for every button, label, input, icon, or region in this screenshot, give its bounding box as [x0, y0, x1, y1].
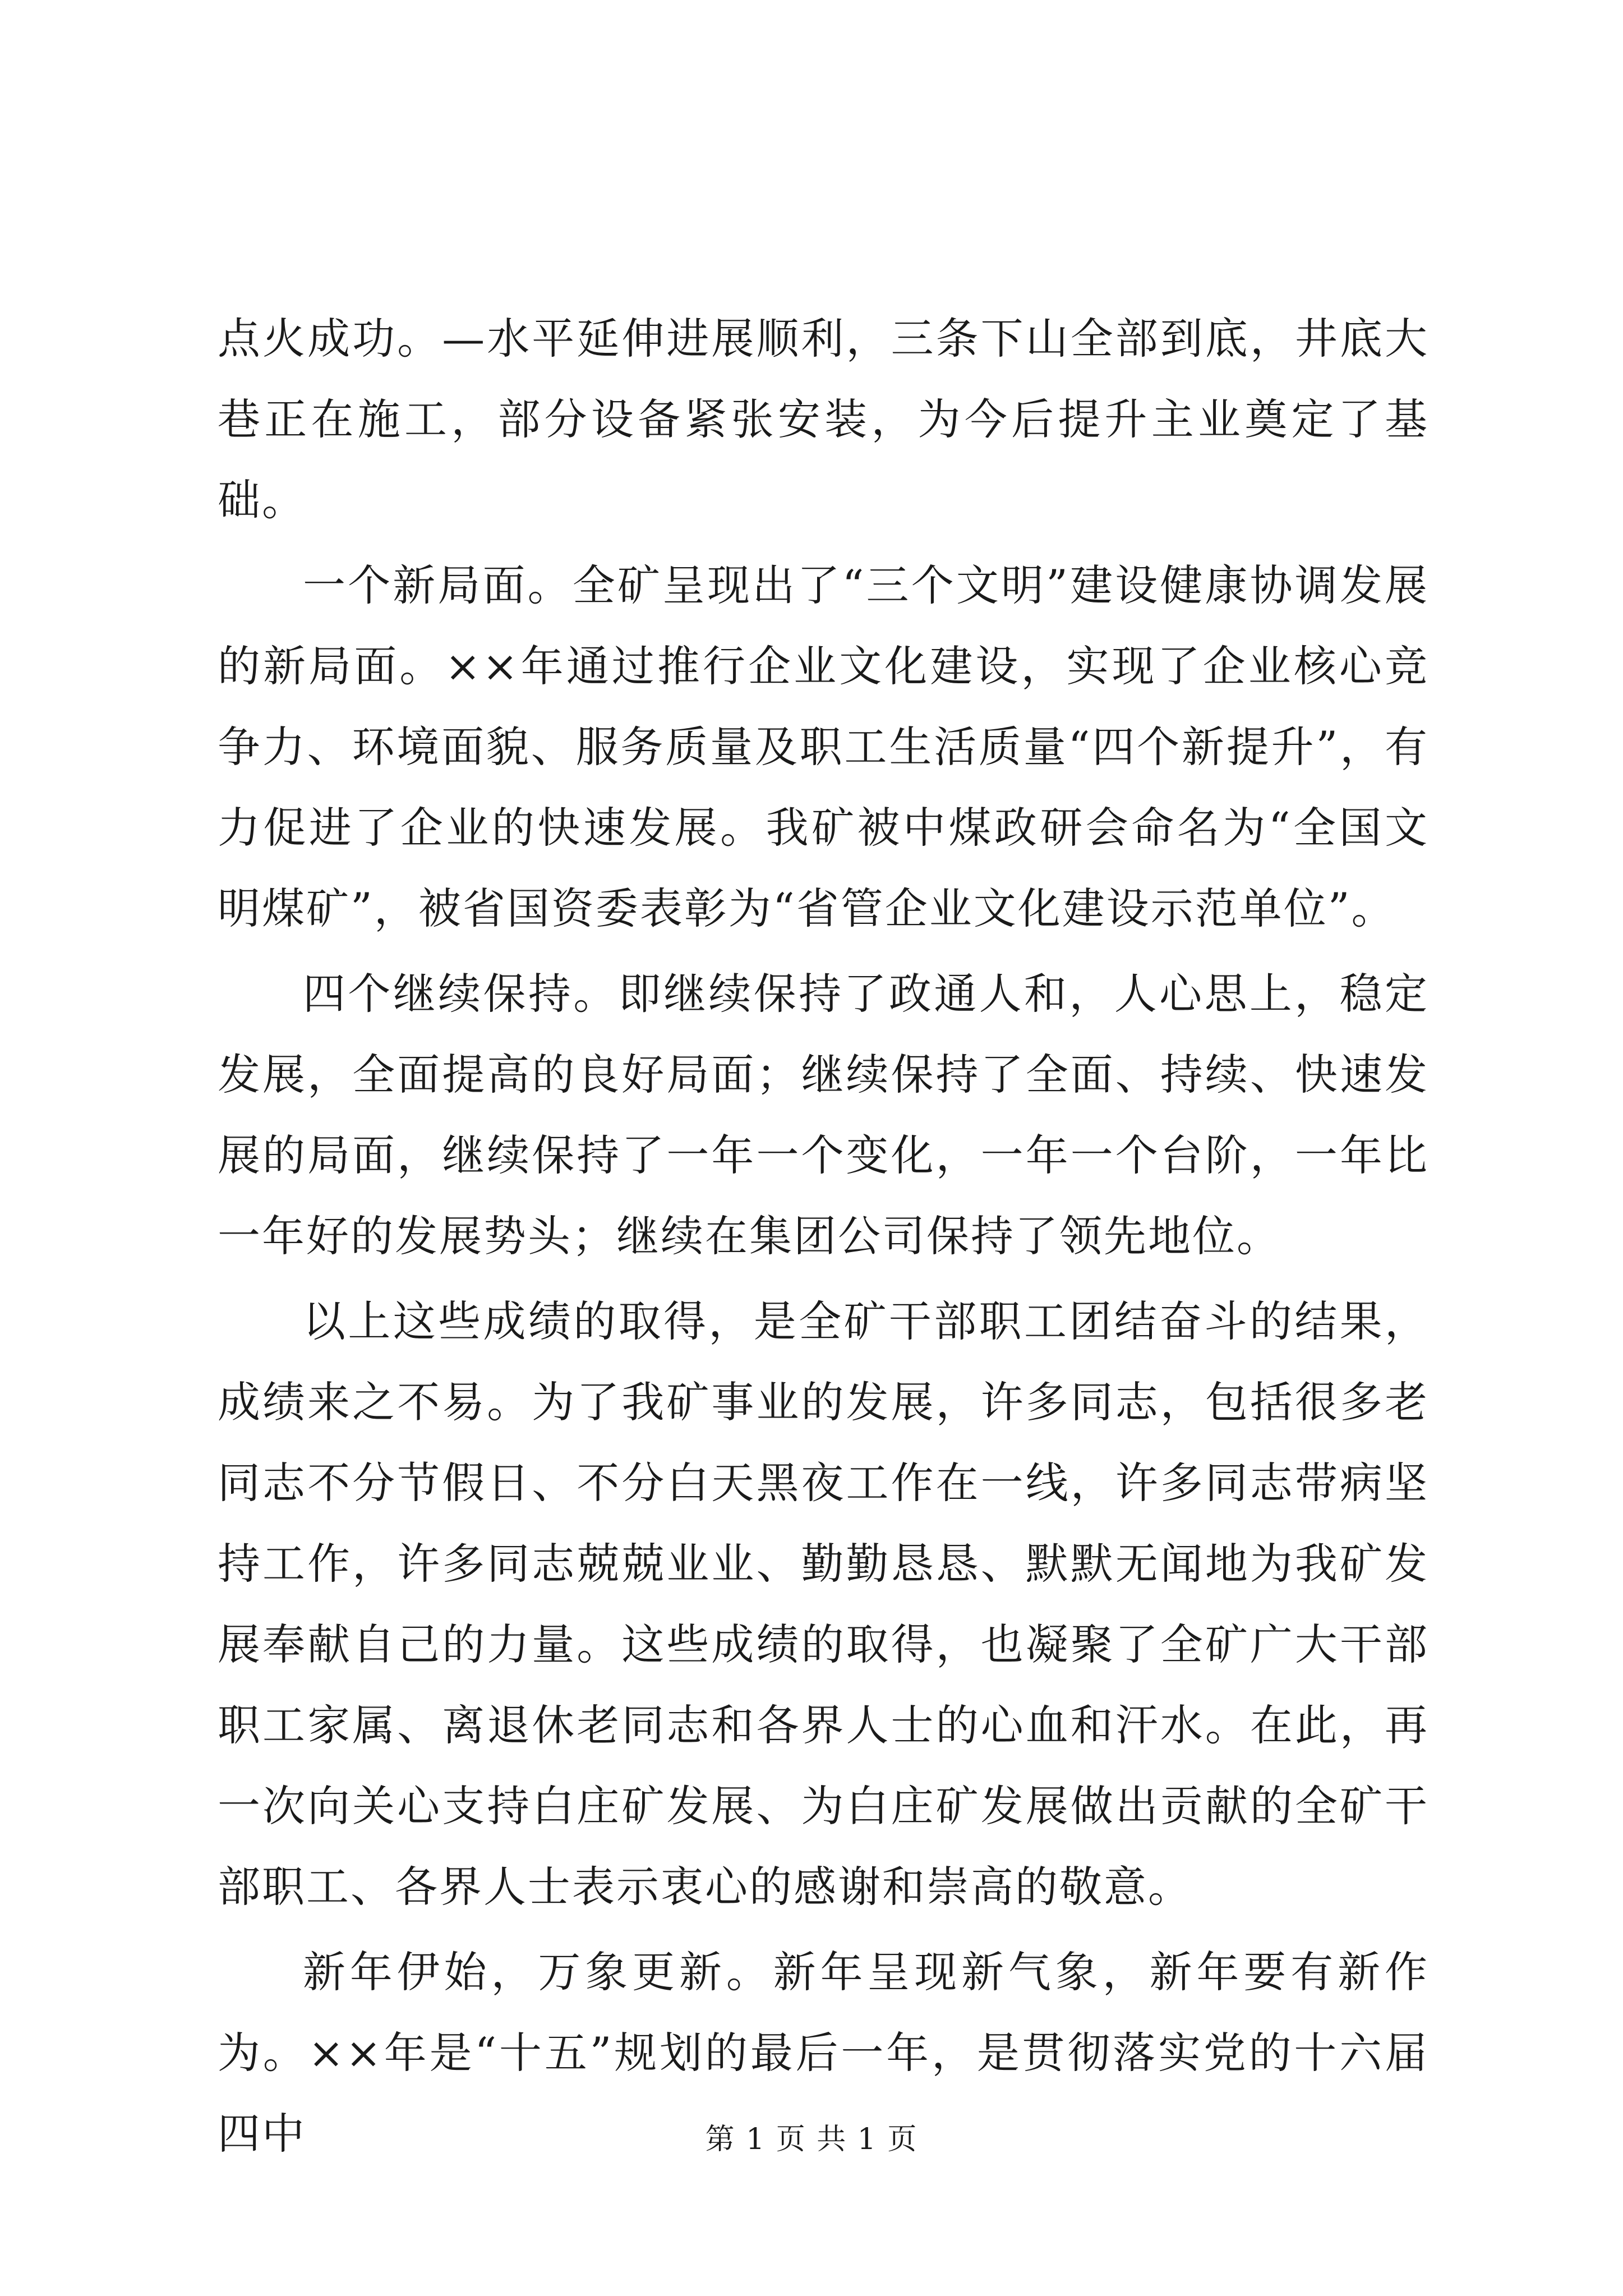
body-text — [218, 298, 1429, 2174]
page-footer: 第 1 页 共 1 页 — [705, 2123, 918, 2156]
paragraph-4: 以上这些成绩的取得，是全矿干部职工团结奋斗的结果，成绩来之不易。为了我矿事业的发展，许多同志，包括很多老同志不分节假日、不分白天黑夜工作在一线，许多同志带病坚持工作，许多同志兢兢业业、勤勤恳恳、默默无闻地为我矿发展奉献自己的力量。这些成绩的取得，也凝聚了全矿广大干部职工家属、离退休老同志和各界人士的心血和汗水。在此，再一次向关心支持白庄矿发展、为白庄矿发展做出贡献的全矿干部职工、各界人士表示衷心的感谢和崇高的敬意。 — [218, 1296, 1429, 1912]
paragraph-5: 新年伊始，万象更新。新年呈现新气象，新年要有新作为。××年是“十五”规划的最后一年，是贯彻落实党的十六届四中 — [218, 1947, 1429, 2159]
paragraph-2: 一个新局面。全矿呈现出了“三个文明”建设健康协调发展的新局面。××年通过推行企业文化建设，实现了企业核心竞争力、环境面貌、服务质量及职工生活质量“四个新提升”，有力促进了企业的快速发展。我矿被中煤政研会命名为“全国文明煤矿”，被省国资委表彰为“省管企业文化建设示范单位”。 — [218, 560, 1429, 933]
paragraph-1: 点火成功。—水平延伸进展顺利，三条下山全部到底，井底大巷正在施工，部分设备紧张安装，为今后提升主业奠定了基础。 — [218, 314, 1429, 525]
paragraph-3: 四个继续保持。即继续保持了政通人和，人心思上，稳定发展，全面提高的良好局面；继续保持了全面、持续、快速发展的局面，继续保持了一年一个变化，一年一个台阶，一年比一年好的发展势头；继续在集团公司保持了领先地位。 — [218, 969, 1429, 1261]
